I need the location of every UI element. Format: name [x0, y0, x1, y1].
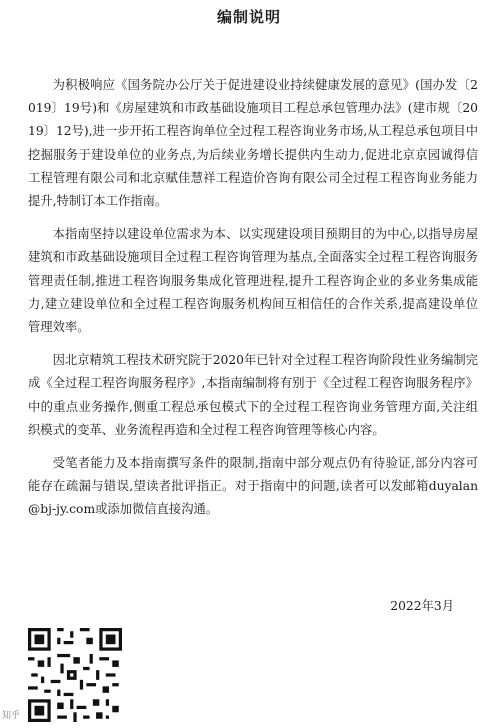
paragraph-scope: 因北京精筑工程技术研究院于2020年已针对全过程工程咨询阶段性业务编制完成《全过程工程咨询服务程序》,本指南编制将有别于《全过程工程咨询服务程序》中的重点业务操作,侧重工程总承包模式下的全过程工程咨询业务管理方面,关注组织模式的变革、业务流程再造和全过程工程咨询管理等核心内容。: [28, 353, 478, 437]
watermark-text: 知乎: [2, 711, 21, 721]
document-date: 2022年3月: [390, 599, 454, 613]
document-body: [28, 74, 478, 532]
document-title: 编制说明: [216, 8, 281, 26]
paragraph-purpose: 本指南坚持以建设单位需求为本、以实现建设项目预期目的为中心,以指导房屋建筑和市政基础设施项目全过程工程咨询管理为基点,全面落实全过程工程咨询服务管理责任制,推进工程咨询服务集成化管理进程,提升工程咨询企业的多业务集成能力,建立建设单位和全过程工程咨询服务机构间互相信任的合作关系,提高建设单位管理效率。: [28, 227, 478, 335]
paragraph-feedback: 受笔者能力及本指南撰写条件的限制,指南中部分观点仍有待验证,部分内容可能存在疏漏与错误,望读者批评指正。对于指南中的问题,读者可以发邮箱duyalan@bj-jy.com或添加微信直接沟通。: [28, 456, 478, 517]
qr-code-icon: [28, 628, 122, 722]
paragraph-background: 为积极响应《国务院办公厅关于促进建设业持续健康发展的意见》(国办发〔2019〕19号)和《房屋建筑和市政基础设施项目工程总承包管理办法》(建市规〔2019〕12号),进一步开拓工程咨询单位全过程工程咨询业务市场,从工程总承包项目中挖掘服务于建设单位的业务点,为后续业务增长提供内生动力,促进北京京园诚得信工程管理有限公司和北京赋佳慧祥工程造价咨询有限公司全过程工程咨询业务能力提升,特制订本工作指南。: [28, 78, 478, 209]
